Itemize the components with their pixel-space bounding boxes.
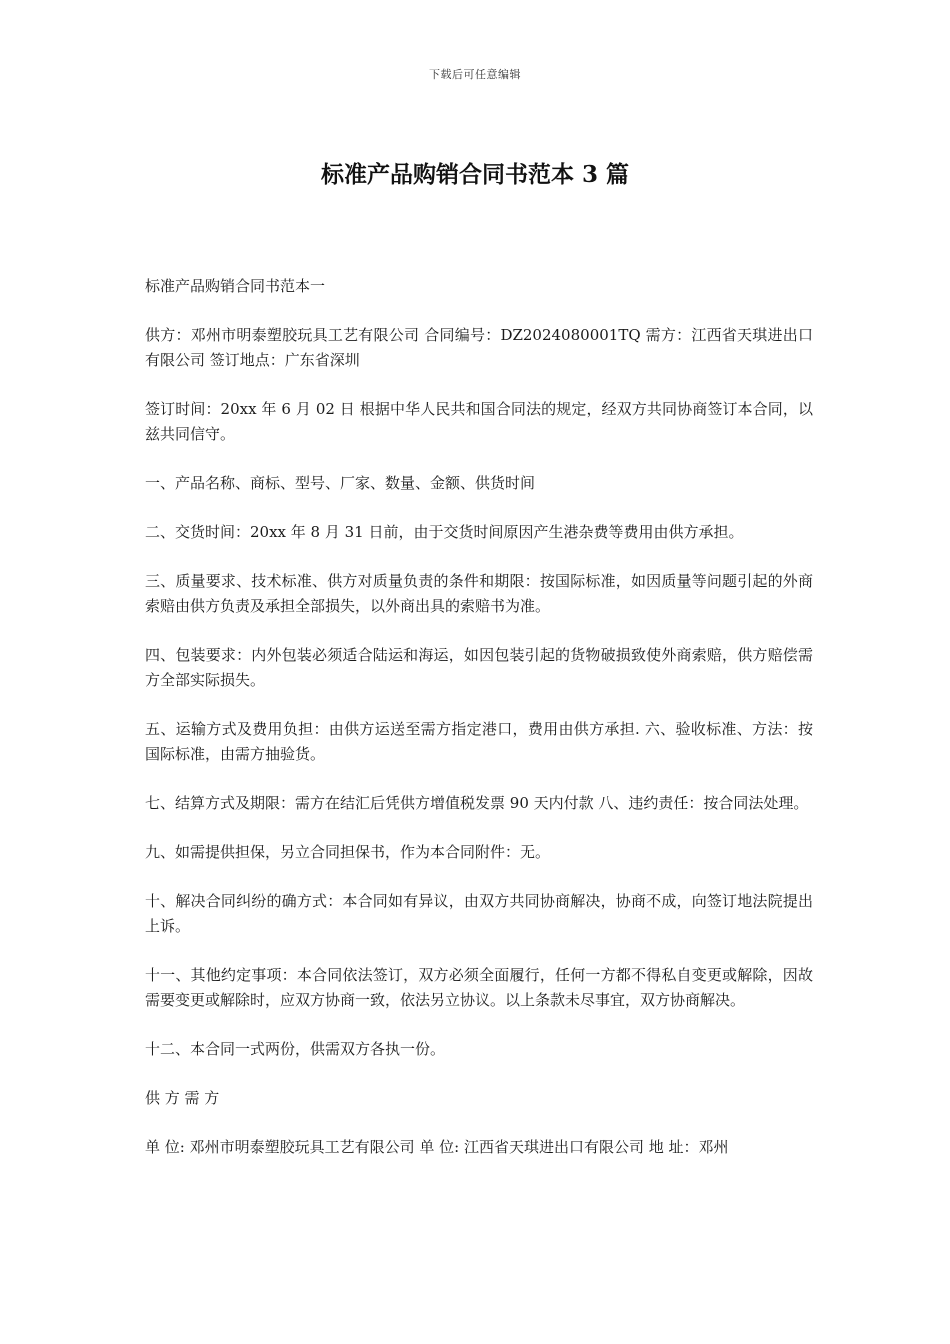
paragraph-clause-11: 十一、其他约定事项：本合同依法签订，双方必须全面履行，任何一方都不得私自变更或解除，因故需要变更或解除时，应双方协商一致，依法另立协议。以上条款未尽事宜，双方协商解决。 [145, 966, 813, 1009]
paragraph-section-heading: 标准产品购销合同书范本一 [145, 277, 326, 295]
paragraph-parties: 供方：邓州市明泰塑胶玩具工艺有限公司 合同编号：DZ2024080001TQ 需方：江西省天琪进出口有限公司 签订地点：广东省深圳 [145, 326, 813, 369]
paragraph-signing-date: 签订时间：20xx 年 6 月 02 日 根据中华人民共和国合同法的规定，经双方共同协商签订本合同，以兹共同信守。 [145, 400, 813, 443]
paragraph-clause-3: 三、质量要求、技术标准、供方对质量负责的条件和期限：按国际标准，如因质量等问题引起的外商索赔由供方负责及承担全部损失，以外商出具的索赔书为准。 [145, 572, 813, 615]
paragraph-clause-4: 四、包装要求：内外包装必须适合陆运和海运，如因包装引起的货物破损致使外商索赔，供方赔偿需方全部实际损失。 [145, 646, 813, 689]
paragraph-clause-10: 十、解决合同纠纷的确方式：本合同如有异议，由双方共同协商解决，协商不成，向签订地法院提出上诉。 [145, 892, 813, 935]
document-body [145, 274, 813, 1184]
document-title: 标准产品购销合同书范本 3 篇 [320, 161, 630, 188]
paragraph-clause-12: 十二、本合同一式两份，供需双方各执一份。 [145, 1040, 446, 1058]
paragraph-clause-2: 二、交货时间：20xx 年 8 月 31 日前，由于交货时间原因产生港杂费等费用由供方承担。 [145, 523, 744, 541]
paragraph-clause-9: 九、如需提供担保，另立合同担保书，作为本合同附件：无。 [145, 843, 551, 861]
paragraph-clause-1: 一、产品名称、商标、型号、厂家、数量、金额、供货时间 [145, 474, 536, 492]
paragraph-signature-heading: 供 方 需 方 [145, 1089, 220, 1107]
paragraph-clause-5-6: 五、运输方式及费用负担：由供方运送至需方指定港口，费用由供方承担. 六、验收标准、方法：按国际标准，由需方抽验货。 [145, 720, 813, 763]
paragraph-clause-7-8: 七、结算方式及期限：需方在结汇后凭供方增值税发票 90 天内付款 八、违约责任：按合同法处理。 [145, 794, 809, 812]
header-note: 下载后可任意编辑 [429, 68, 521, 81]
paragraph-signature-units: 单 位: 邓州市明泰塑胶玩具工艺有限公司 单 位: 江西省天琪进出口有限公司 地 址：邓州 [145, 1138, 729, 1156]
